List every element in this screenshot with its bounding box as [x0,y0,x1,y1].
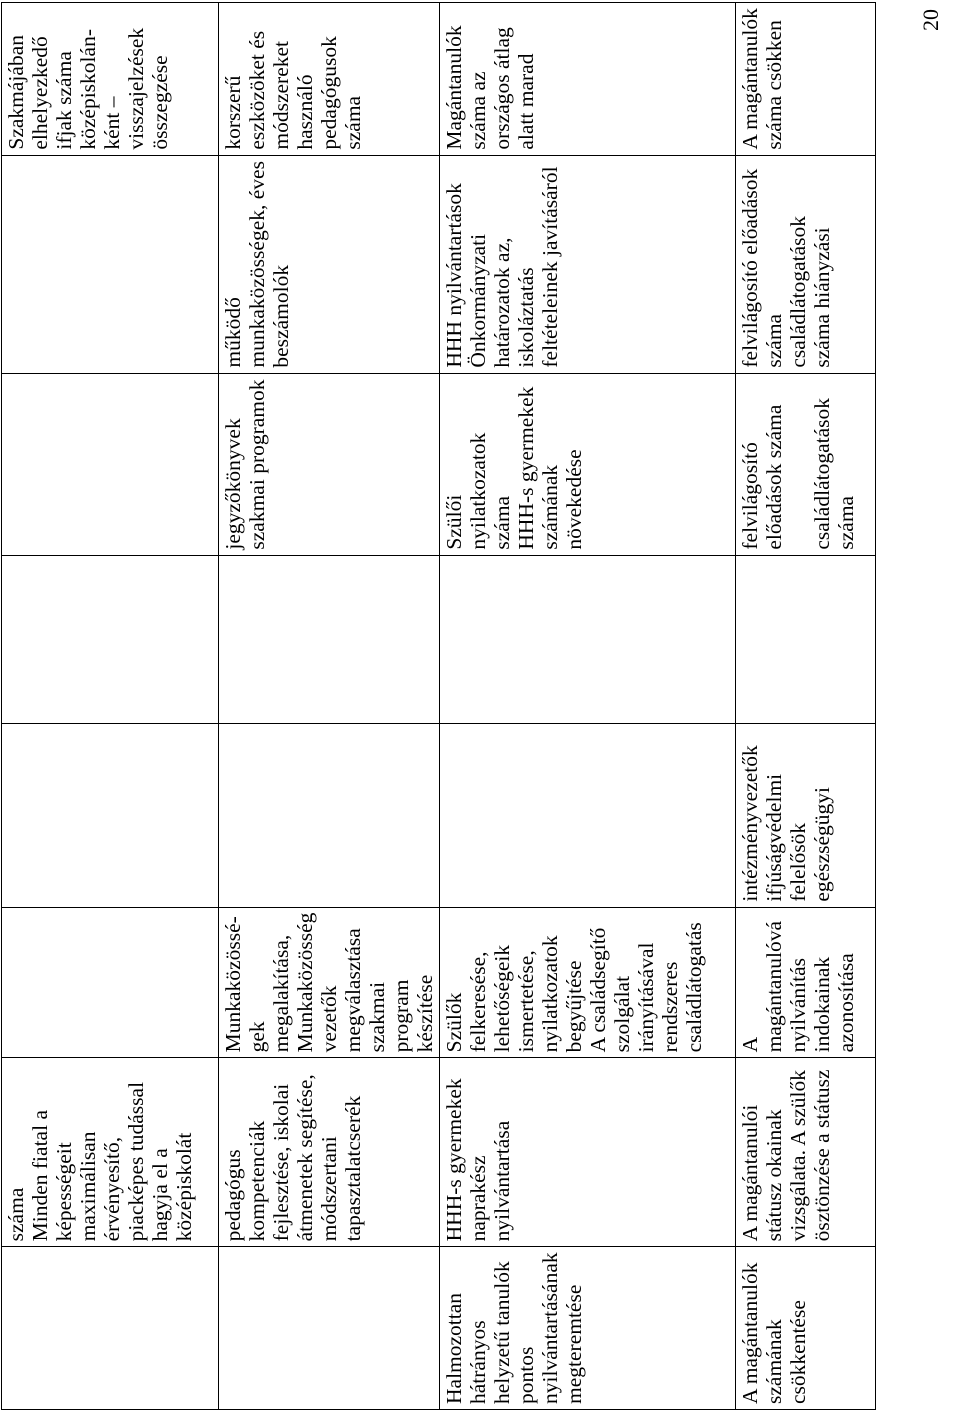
table-cell [736,555,876,723]
table-cell [219,723,440,907]
table-row [736,2,876,1409]
table-cell: Szülők felkeresése, lehetőségeik ismertetése, nyilatkozatok begyűjtése A családsegítő szolgálat irányításával rendszeres családlátogatás [440,907,736,1058]
action-plan-table [1,2,876,1410]
table-cell: Munkaközössé-gek megalakítása, Munkaközösség vezetők megválasztása szakmai program készítése [219,907,440,1058]
table-cell: korszerű eszközöket és módszereket használó pedagógusok száma [219,2,440,155]
table-cell [2,155,219,373]
table-cell: Magántanulók száma az országos átlag alatt marad [440,2,736,155]
table-cell [440,723,736,907]
table-cell: Halmozottan hátrányos helyzetű tanulók pontos nyilvántartásának megteremtése [440,1247,736,1410]
table-cell: száma Minden fiatal a képességeit maximálisan érvényesítő, piacképes tudással hagyja el a középiskolát [2,1058,219,1247]
table-row [219,2,440,1409]
table-cell [2,1247,219,1410]
table-cell: A magántanulói státusz okainak vizsgálata. A szülők ösztönzése a státusz [736,1058,876,1247]
table-cell [2,373,219,555]
table-cell: pedagógus kompetenciák fejlesztése, iskolai átmenetek segítése, módszertani tapasztalatcserék [219,1058,440,1247]
table-cell: Szülői nyilatkozatok száma HHH-s gyermekek számának növekedése [440,373,736,555]
table-cell [2,555,219,723]
table-cell: A magántanulók számának csökkentése [736,1247,876,1410]
table-row [2,2,219,1409]
table-cell: HHH-s gyermekek naprakész nyilvántartása [440,1058,736,1247]
table-cell: jegyzőkönyvek szakmai programok [219,373,440,555]
table-cell: intézményvezetők ifjúságvédelmi felelősök egészségügyi [736,723,876,907]
table-cell: felvilágosító előadások száma családlátogatások száma [736,373,876,555]
table-row [440,2,736,1409]
table-cell [2,907,219,1058]
table-cell: felvilágosító előadások száma családlátogatások száma hiányzási [736,155,876,373]
table-cell [440,555,736,723]
table-cell: működő munkaközösségek, éves beszámolók [219,155,440,373]
table-cell [219,555,440,723]
table-cell: Szakmájában elhelyezkedő ifjak száma középiskolán-ként – visszajelzések összegzése [2,2,219,155]
table-cell [2,723,219,907]
table-cell: HHH nyilvántartások Önkormányzati határozatok az, iskoláztatás feltételeinek javításáról [440,155,736,373]
table-cell: A magántanulóvá nyilvánítás indokainak azonosítása [736,907,876,1058]
table-cell: A magántanulók száma csökken [736,2,876,155]
table-cell [219,1247,440,1410]
page-number: 20 [918,9,943,31]
